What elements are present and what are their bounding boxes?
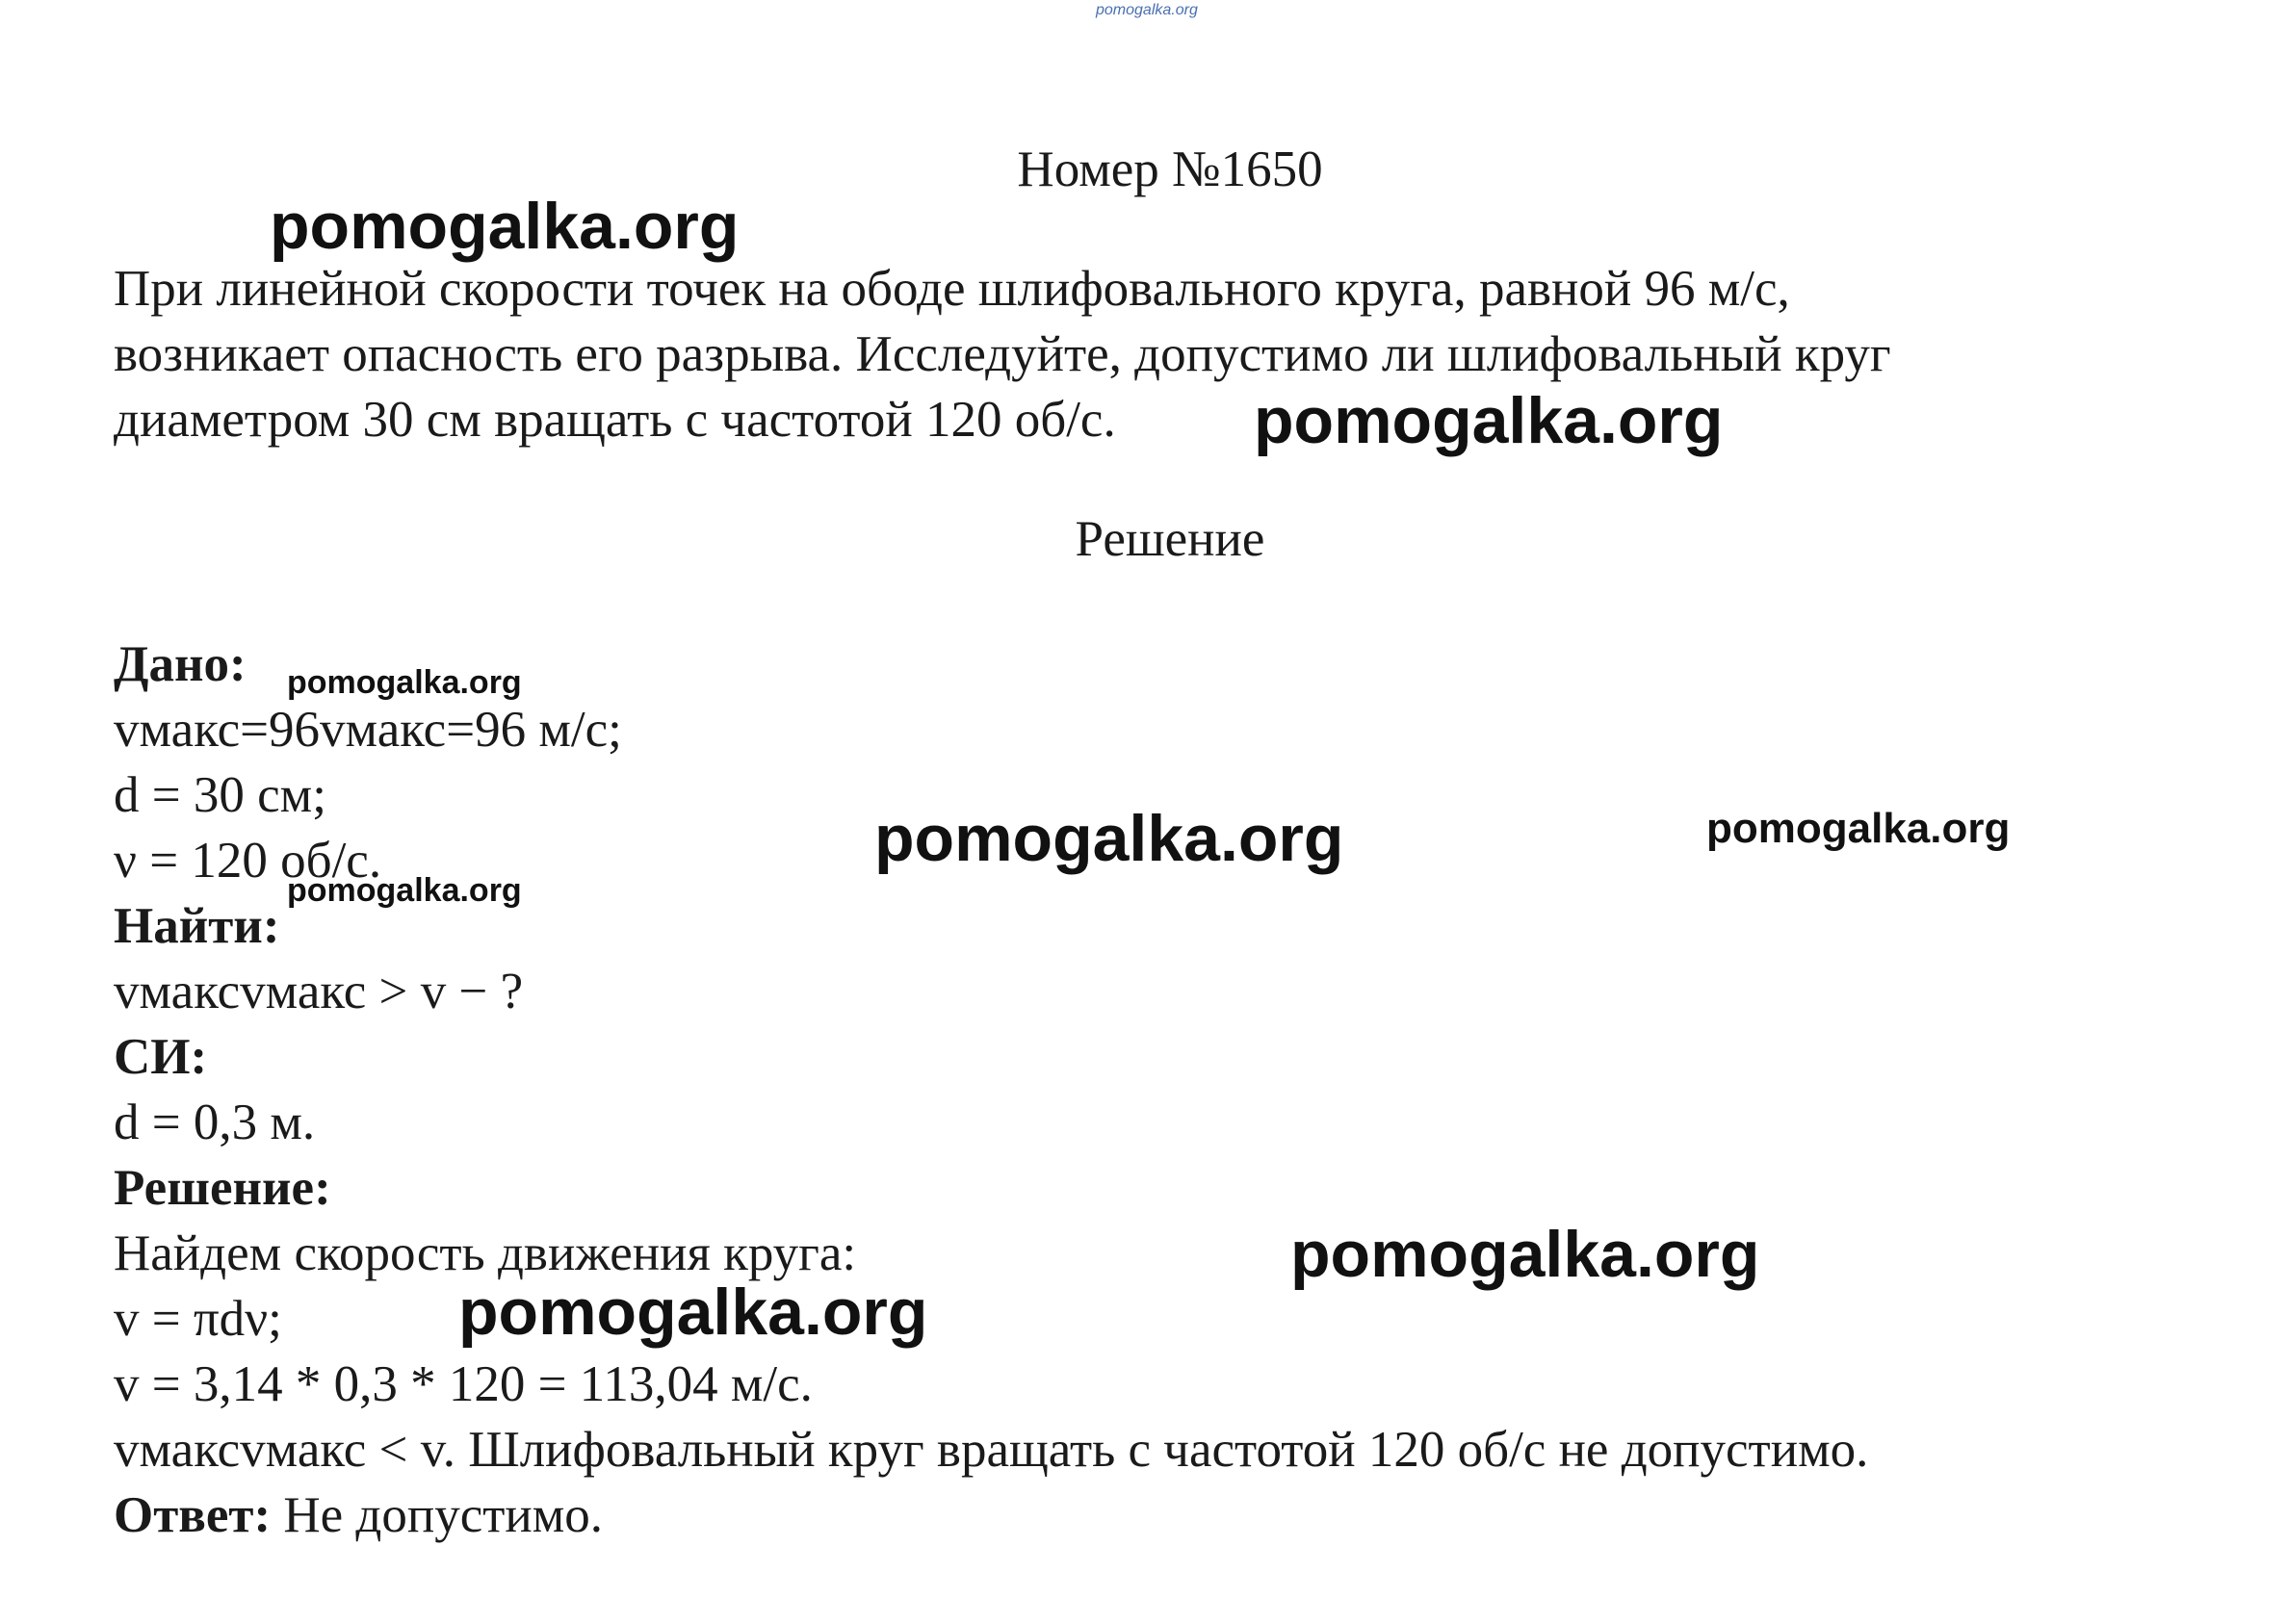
site-mark[interactable]: pomogalka.org <box>1096 2 1198 18</box>
given-item: vмакс=96vмакс=96 м/с; <box>114 702 622 758</box>
given-item: ν = 120 об/с. <box>114 833 382 889</box>
watermark: pomogalka.org <box>458 1276 928 1349</box>
watermark: pomogalka.org <box>287 664 522 701</box>
si-item: d = 0,3 м. <box>114 1095 316 1150</box>
solution-step: vмаксvмакс < v. Шлифовальный круг вращать с частотой 120 об/с не допустимо. <box>114 1422 1869 1478</box>
given-label: Дано: <box>114 636 247 692</box>
watermark: pomogalka.org <box>1254 384 1724 457</box>
watermark: pomogalka.org <box>287 872 522 909</box>
page-title: Номер №1650 <box>1017 142 1323 197</box>
find-item: vмаксvмакс > v − ? <box>114 964 524 1019</box>
watermark: pomogalka.org <box>270 190 740 263</box>
solution-step: v = 3,14 * 0,3 * 120 = 113,04 м/с. <box>114 1356 813 1412</box>
find-label: Найти: <box>114 898 280 954</box>
answer-line <box>114 1482 1868 1548</box>
watermark: pomogalka.org <box>1706 805 2011 852</box>
answer-label: Ответ: <box>114 1487 272 1543</box>
solution-step: Найдем скорость движения круга: <box>114 1225 857 1281</box>
solution-body <box>114 632 1868 1548</box>
given-item: d = 30 см; <box>114 767 326 823</box>
solution-step: v = πdν; <box>114 1291 282 1347</box>
problem-line: При линейной скорости точек на ободе шлифовального круга, равной 96 м/с, <box>114 261 1790 317</box>
solution-label: Решение: <box>114 1160 331 1216</box>
si-label: СИ: <box>114 1029 208 1085</box>
watermark: pomogalka.org <box>874 802 1344 875</box>
solution-heading: Решение <box>1075 511 1265 567</box>
problem-line: диаметром 30 см вращать с частотой 120 об/с. <box>114 392 1116 448</box>
answer-value: Не допустимо. <box>271 1487 604 1543</box>
watermark: pomogalka.org <box>1290 1218 1760 1291</box>
problem-line: возникает опасность его разрыва. Исследуйте, допустимо ли шлифовальный круг <box>114 326 1891 382</box>
problem-statement <box>114 256 2271 452</box>
